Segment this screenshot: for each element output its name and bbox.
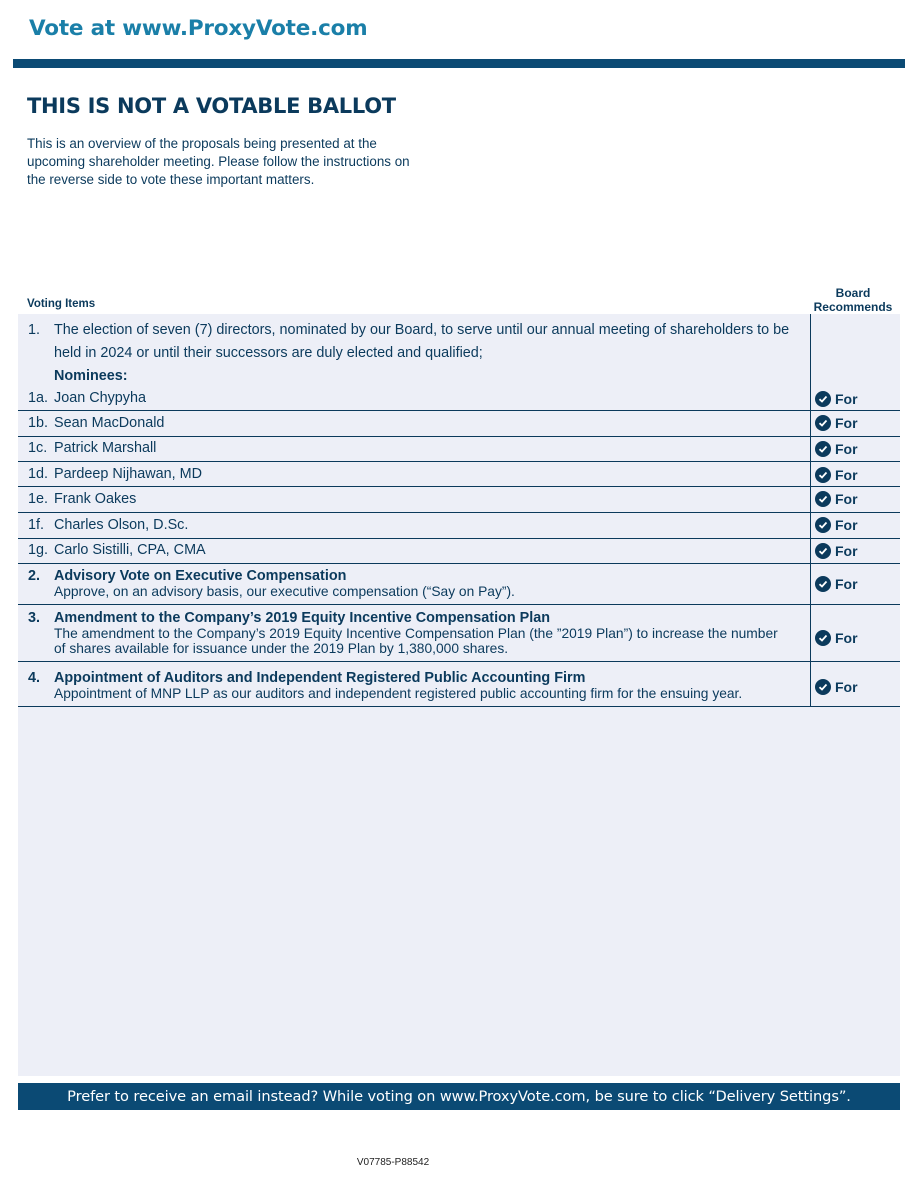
recommendation — [815, 491, 858, 507]
recommendation-label: For — [835, 630, 858, 646]
check-circle-icon — [815, 441, 831, 457]
nominee-id: 1g. — [28, 542, 49, 558]
nominee-name: Pardeep Nijhawan, MD — [54, 466, 202, 482]
recommendation — [815, 576, 858, 592]
row-divider — [18, 436, 900, 437]
recommendation-label: For — [835, 491, 858, 507]
row-divider — [18, 604, 900, 605]
column-divider — [810, 314, 811, 706]
check-circle-icon — [815, 517, 831, 533]
check-circle-icon — [815, 679, 831, 695]
row-divider — [18, 512, 900, 513]
recommendation — [815, 517, 858, 533]
header-divider-bar — [13, 59, 905, 68]
item-number: 2. — [28, 568, 41, 584]
proposal-title: Appointment of Auditors and Independent Registered Public Accounting Firm — [54, 670, 586, 686]
nominee-id: 1d. — [28, 466, 49, 482]
recommendation-label: For — [835, 517, 858, 533]
delivery-settings-banner: Prefer to receive an email instead? While voting on www.ProxyVote.com, be sure to click “Delivery Settings”. — [18, 1083, 900, 1110]
proposal-description: of shares available for issuance under the 2019 Plan by 1,380,000 shares. — [54, 641, 509, 656]
check-circle-icon — [815, 467, 831, 483]
nominee-name: Joan Chypyha — [54, 390, 147, 406]
board-recommends-header — [808, 286, 898, 314]
proxyvote-url-heading: Vote at www.ProxyVote.com — [29, 16, 368, 41]
recommendation-label: For — [835, 391, 858, 407]
nominee-id: 1f. — [28, 517, 44, 533]
proposal-description: The amendment to the Company’s 2019 Equity Incentive Compensation Plan (the ”2019 Plan”) to increase the number — [54, 626, 778, 641]
check-circle-icon — [815, 415, 831, 431]
recommendation — [815, 441, 858, 457]
recommendation-label: For — [835, 576, 858, 592]
recommendation-label: For — [835, 467, 858, 483]
nominee-id: 1b. — [28, 415, 49, 431]
check-circle-icon — [815, 543, 831, 559]
nominee-name: Patrick Marshall — [54, 440, 157, 456]
row-divider — [18, 706, 900, 707]
item-number: 3. — [28, 610, 41, 626]
intro-line: the reverse side to vote these important matters. — [27, 172, 315, 188]
recommendation-label: For — [835, 441, 858, 457]
recommendation — [815, 630, 858, 646]
proposal-title: Amendment to the Company’s 2019 Equity Incentive Compensation Plan — [54, 610, 551, 626]
intro-paragraph — [27, 135, 457, 190]
nominee-id: 1a. — [28, 390, 49, 406]
board-header-line: Recommends — [813, 300, 893, 314]
nominees-label: Nominees: — [54, 368, 128, 384]
recommendation — [815, 467, 858, 483]
item-number: 1. — [28, 322, 41, 338]
nominee-name: Charles Olson, D.Sc. — [54, 517, 189, 533]
nominee-name: Carlo Sistilli, CPA, CMA — [54, 542, 206, 558]
row-divider — [18, 538, 900, 539]
recommendation — [815, 543, 858, 559]
board-header-line: Board — [835, 286, 871, 300]
row-divider — [18, 461, 900, 462]
recommendation — [815, 679, 858, 695]
row-divider — [18, 486, 900, 487]
recommendation — [815, 415, 858, 431]
nominee-id: 1c. — [28, 440, 48, 456]
item1-text-line: held in 2024 or until their successors are duly elected and qualified; — [54, 345, 483, 361]
page-title: THIS IS NOT A VOTABLE BALLOT — [27, 94, 396, 118]
proposal-title: Advisory Vote on Executive Compensation — [54, 568, 347, 584]
item-number: 4. — [28, 670, 41, 686]
nominee-name: Sean MacDonald — [54, 415, 165, 431]
row-divider — [18, 410, 900, 411]
intro-line: This is an overview of the proposals being presented at the — [27, 136, 377, 151]
nominee-id: 1e. — [28, 491, 49, 507]
intro-line: upcoming shareholder meeting. Please follow the instructions on — [27, 154, 410, 170]
check-circle-icon — [815, 630, 831, 646]
row-divider — [18, 563, 900, 564]
voting-items-header: Voting Items — [27, 298, 96, 310]
check-circle-icon — [815, 576, 831, 592]
item1-text-line: The election of seven (7) directors, nominated by our Board, to serve until our annual meeting of shareholders to be — [54, 322, 790, 338]
proposal-description: Approve, on an advisory basis, our executive compensation (“Say on Pay”). — [54, 584, 515, 599]
recommendation-label: For — [835, 415, 858, 431]
recommendation-label: For — [835, 543, 858, 559]
nominee-name: Frank Oakes — [54, 491, 137, 507]
proposal-description: Appointment of MNP LLP as our auditors and independent registered public accounting firm for the ensuing year. — [54, 686, 743, 701]
recommendation — [815, 391, 858, 407]
check-circle-icon — [815, 491, 831, 507]
recommendation-label: For — [835, 679, 858, 695]
check-circle-icon — [815, 391, 831, 407]
document-code: V07785-P88542 — [356, 1157, 430, 1168]
row-divider — [18, 661, 900, 662]
